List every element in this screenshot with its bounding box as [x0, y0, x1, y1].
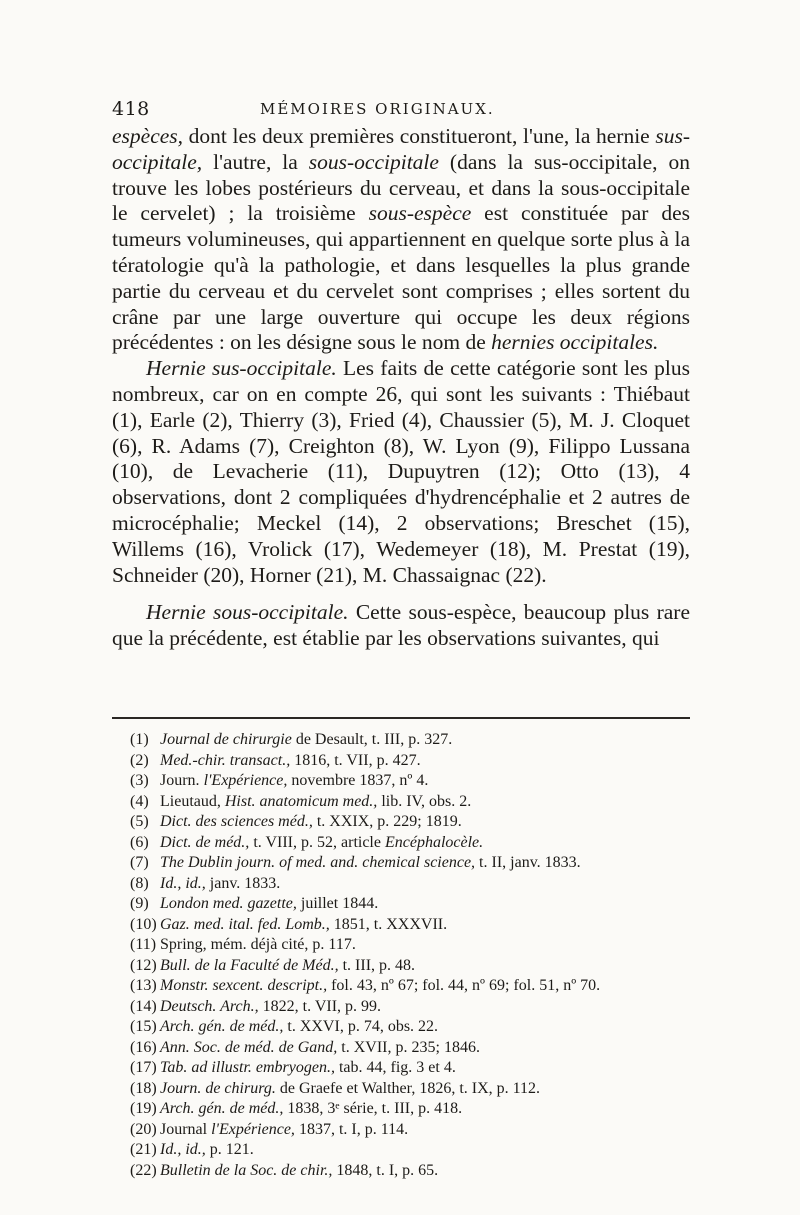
text-run: t. II, janv. 1833. [475, 854, 581, 871]
text-run: Spring, mém. déjà cité, p. 117. [160, 936, 356, 953]
paragraph-intro [112, 124, 690, 356]
italic-text: Arch. gén. de méd., [160, 1018, 284, 1035]
footnote-number: (17) [130, 1059, 157, 1076]
italic-text: The Dublin journ. of med. and. chemical science, [160, 854, 476, 871]
italic-text: sus-occipitale, [112, 124, 690, 174]
footnote [130, 894, 690, 915]
text-run: t. XVII, p. 235; 1846. [337, 1038, 480, 1056]
text-run: lib. IV, obs. 2. [377, 792, 472, 810]
footnotes [130, 730, 690, 1181]
text-run: fol. 43, nº 67; fol. 44, nº 69; fol. 51, nº 70. [327, 977, 601, 994]
italic-text: l'Expérience, [211, 1120, 295, 1138]
italic-text: Journal de chirurgie [160, 731, 292, 748]
italic-text: Id., id., [160, 874, 206, 892]
footnote-number: (6) [130, 833, 149, 851]
text-run: Journ. [160, 772, 204, 789]
footnote-number: (7) [130, 854, 149, 871]
footnote [130, 1161, 690, 1182]
footnote [130, 730, 690, 751]
text-run: t. XXVI, p. 74, obs. 22. [283, 1018, 439, 1035]
text-run: p. 121. [205, 1141, 254, 1158]
text-run: de Graefe et Walther, 1826, t. IX, p. 112. [275, 1079, 541, 1097]
italic-text: hernies occipitales. [491, 330, 659, 355]
paragraph-hernie-sus-occipitale [112, 356, 690, 588]
footnote [130, 1120, 690, 1141]
footnote-number: (19) [130, 1100, 157, 1117]
footnote-number: (20) [130, 1120, 157, 1138]
page-number: 418 [112, 98, 150, 120]
text-run: Les faits de cette catégorie sont les plus nombreux, car on en compte 26, qui sont les suivants : Thiébaut (1), Earle (2), Thierry (3), Fried (4), Chaussier (5), M. J. Cloquet (6), R. Adams (7), Creighton (8), W. Lyon (9), Filippo Lussana (10), de Levacherie (11), Dupuytren (12); Otto (13), 4 observations, dont 2 compliquées d'hydrencéphalie et 2 autres de microcéphalie; Meckel (14), 2 observations; Breschet (15), Willems (16), Vrolick (17), Wedemeyer (18), M. Prestat (19), Schneider (20), Horner (21), M. Chassaignac (22). [112, 356, 690, 587]
italic-text: Hist. anatomicum med., [224, 792, 378, 810]
footnote-number: (14) [130, 997, 157, 1015]
footnote-number: (21) [130, 1141, 157, 1158]
footnote [130, 812, 690, 833]
italic-text: Hernie sous-occipitale. [146, 600, 349, 625]
footnote-number: (5) [130, 813, 149, 830]
footnote-number: (10) [130, 915, 157, 933]
italic-text: Med.-chir. transact., [160, 751, 291, 769]
text-run: 1822, t. VII, p. 99. [258, 997, 382, 1015]
footnote [130, 1140, 690, 1161]
footnote-number: (18) [130, 1079, 157, 1097]
italic-text: Tab. ad illustr. embryogen., [160, 1059, 335, 1076]
footnote-divider [112, 717, 690, 719]
footnote-number: (11) [130, 936, 157, 953]
footnote [130, 976, 690, 997]
footnote-number: (8) [130, 874, 149, 892]
italic-text: Arch. gén. de méd., [160, 1100, 284, 1117]
text-run: 1837, t. I, p. 114. [294, 1120, 409, 1138]
footnote-number: (13) [130, 977, 157, 994]
footnote-number: (12) [130, 956, 157, 974]
text-run: (dans la sus-occipitale, on trouve les lobes postérieurs du cerveau, et dans la sous-occipitale le cervelet) ; la troisième [112, 149, 690, 226]
text-run: t. XXIX, p. 229; 1819. [312, 813, 462, 830]
text-run: de Desault, t. III, p. 327. [291, 731, 453, 748]
text-run: Journal [160, 1120, 212, 1138]
footnote [130, 853, 690, 874]
page-header [112, 98, 682, 126]
footnote [130, 1017, 690, 1038]
text-run: tab. 44, fig. 3 et 4. [334, 1059, 456, 1076]
italic-text: Bull. de la Faculté de Méd., [160, 956, 339, 974]
italic-text: London med. gazette, [160, 895, 297, 912]
footnote [130, 935, 690, 956]
footnote [130, 792, 690, 813]
italic-text: Journ. de chirurg. [160, 1079, 276, 1097]
text-run: t. III, p. 48. [338, 956, 416, 974]
text-run: juillet 1844. [296, 895, 379, 912]
paragraph-hernie-sous-occipitale [112, 600, 690, 652]
italic-text: sous-occipitale [308, 149, 439, 174]
footnote-number: (3) [130, 772, 149, 789]
text-run: Lieutaud, [160, 792, 225, 810]
footnote [130, 997, 690, 1018]
footnote [130, 771, 690, 792]
italic-text: Dict. de méd., [160, 833, 250, 851]
text-run: l'autre, la [202, 149, 309, 174]
italic-text: Gaz. med. ital. fed. Lomb., [160, 915, 330, 933]
text-run: est constituée par des tumeurs volumineuses, qui appartiennent en quelque sorte plus à la tératologie qu'à la pathologie, et dans lesquelles la plus grande partie du cerveau et du cervelet sont comprises ; elles sortent du crâne par une large ouverture qui occupe les deux régions précédentes : on les désigne sous le nom de [112, 201, 690, 355]
footnote-number: (2) [130, 751, 149, 769]
text-run: 1816, t. VII, p. 427. [290, 751, 421, 769]
text-run: 1838, 3ᵉ série, t. III, p. 418. [283, 1100, 463, 1117]
footnote [130, 1099, 690, 1120]
italic-text: Id., id., [160, 1141, 206, 1158]
footnote-number: (4) [130, 792, 149, 810]
footnote [130, 751, 690, 772]
footnote-number: (16) [130, 1038, 157, 1056]
footnote [130, 874, 690, 895]
text-run: Cette sous-espèce, beaucoup plus rare que la précédente, est établie par les observations suivantes, qui [112, 600, 690, 651]
italic-text: Hernie sus-occipitale. [146, 356, 337, 381]
italic-text: Ann. Soc. de méd. de Gand, [160, 1038, 338, 1056]
footnote [130, 1038, 690, 1059]
text-run: novembre 1837, nº 4. [287, 772, 429, 789]
text-run: 1851, t. XXXVII. [329, 915, 448, 933]
text-run: dont les deux premières constitueront, l'une, la hernie [183, 124, 656, 148]
footnote [130, 1058, 690, 1079]
italic-text: sous-espèce [368, 201, 472, 226]
running-head: MÉMOIRES ORIGINAUX. [260, 100, 495, 118]
italic-text: espèces, [112, 124, 184, 148]
text-run: 1848, t. I, p. 65. [332, 1161, 439, 1179]
footnote [130, 833, 690, 854]
italic-text: Bulletin de la Soc. de chir., [160, 1161, 333, 1179]
footnote [130, 956, 690, 977]
italic-text: Encéphalocèle. [384, 833, 484, 851]
text-run: t. VIII, p. 52, article [249, 833, 385, 851]
footnote-number: (9) [130, 895, 149, 912]
footnote [130, 1079, 690, 1100]
italic-text: Dict. des sciences méd., [160, 813, 313, 830]
footnote-number: (15) [130, 1018, 157, 1035]
footnote [130, 915, 690, 936]
body-text [112, 124, 690, 652]
text-run: janv. 1833. [205, 874, 281, 892]
italic-text: Deutsch. Arch., [160, 997, 259, 1015]
footnote-number: (1) [130, 731, 149, 748]
footnote-number: (22) [130, 1161, 157, 1179]
italic-text: l'Expérience, [203, 772, 288, 789]
italic-text: Monstr. sexcent. descript., [160, 977, 328, 994]
